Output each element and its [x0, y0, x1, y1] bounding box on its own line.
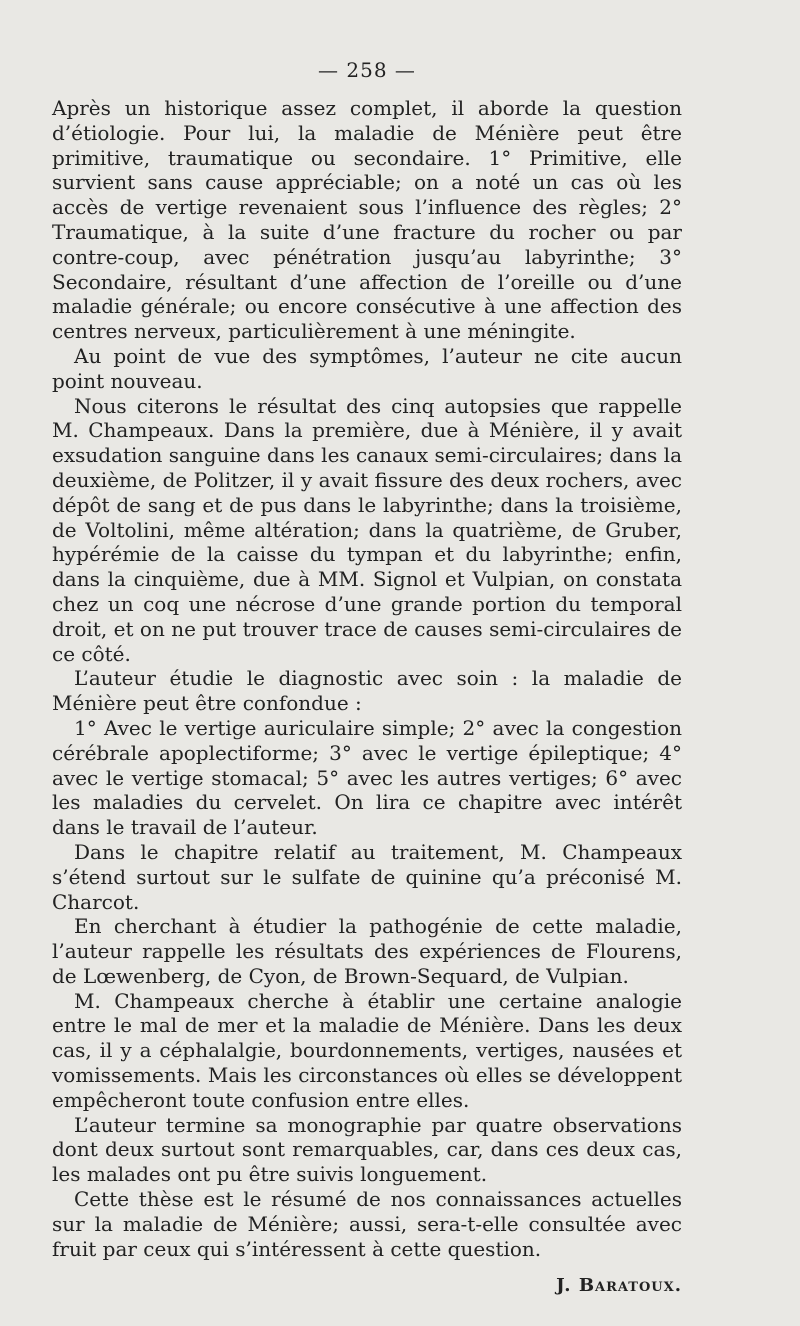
paragraph-observations: L’auteur termine sa monographie par quatre observations dont deux surtout sont remarquables, car, dans ces deux cas, les malades ont pu être suivis longuement.: [52, 1112, 682, 1187]
signature-initial: J.: [556, 1275, 572, 1297]
paragraph-seasickness: M. Champeaux cherche à établir une certaine analogie entre le mal de mer et la maladie de Ménière. Dans les deux cas, il y a céphalalgie, bourdonnements, vertiges, nausées et vomissements. Mais les circonstances où elles se développent empêcheront toute confusion entre elles.: [52, 988, 682, 1112]
paragraph-conclusion: Cette thèse est le résumé de nos connaissances actuelles sur la maladie de Ménière; aussi, sera-t-elle consultée avec fruit par ceux qui s’intéressent à cette question.: [52, 1187, 682, 1261]
paragraph-diagnosis-list: 1° Avec le vertige auriculaire simple; 2° avec la congestion cérébrale apoplectiforme; 3° avec le vertige épileptique; 4° avec le vertige stomacal; 5° avec les autres vertiges; 6° avec les maladies du cervelet. On lira ce chapitre avec intérêt dans le travail de l’auteur.: [52, 715, 682, 840]
paragraph-treatment: Dans le chapitre relatif au traitement, M. Champeaux s’étend surtout sur le sulfate de quinine qu’a préconisé M. Charcot.: [52, 839, 682, 914]
author-signature: [52, 1275, 682, 1296]
paragraph-pathogeny: En cherchant à étudier la pathogénie de cette maladie, l’auteur rappelle les résultats des expériences de Flourens, de Lœwenberg, de Cyon, de Brown-Sequard, de Vulpian.: [52, 914, 682, 988]
paragraph-symptoms: Au point de vue des symptômes, l’auteur ne cite aucun point nouveau.: [52, 343, 682, 393]
signature-name: Baratoux.: [578, 1275, 682, 1297]
paragraph-autopsies: Nous citerons le résultat des cinq autopsies que rappelle M. Champeaux. Dans la première, due à Ménière, il y avait exsudation sanguine dans les canaux semi-circulaires; dans la deuxième, de Politzer, il y avait fissure des deux rochers, avec dépôt de sang et de pus dans le labyrinthe; dans la troisième, de Voltolini, même altération; dans la quatrième, de Gruber, hypérémie de la caisse du tympan et du labyrinthe; enfin, dans la cinquième, due à MM. Signol et Vulpian, on constata chez un coq une nécrose d’une grande portion du temporal droit, et on ne put trouver trace de causes semi-circulaires de ce côté.: [52, 393, 682, 666]
paragraph-diagnosis-intro: L’auteur étudie le diagnostic avec soin : la maladie de Ménière peut être confondue :: [52, 666, 682, 716]
paragraph-etiology: Après un historique assez complet, il aborde la question d’étiologie. Pour lui, la maladie de Ménière peut être primitive, traumatique ou secondaire. 1° Primitive, elle survient sans cause appréciable; on a noté un cas où les accès de vertige revenaient sous l’influence des règles; 2° Traumatique, à la suite d’une fracture du rocher ou par contre-coup, avec pénétration jusqu’au labyrinthe; 3° Secondaire, résultant d’une affection de l’oreille ou d’une maladie générale; ou encore consécutive à une affection des centres nerveux, particulièrement à une méningite.: [52, 96, 682, 344]
page-number: — 258 —: [318, 58, 416, 82]
